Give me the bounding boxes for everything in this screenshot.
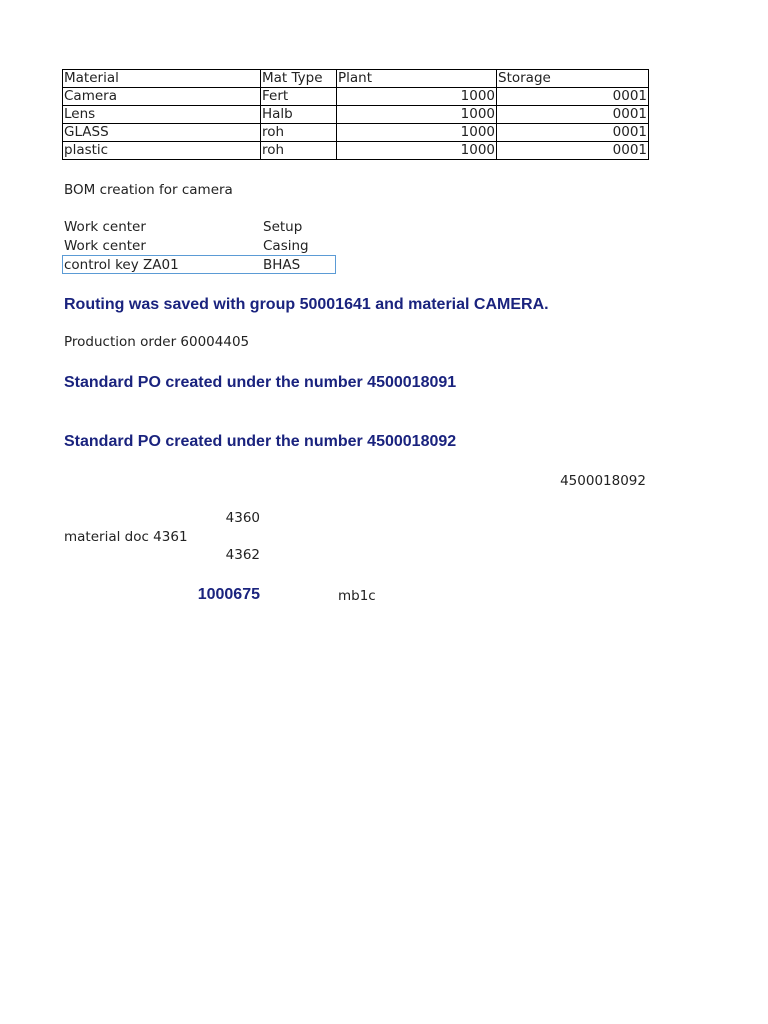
control-key-label: control key ZA01 — [64, 257, 179, 273]
table-row — [63, 88, 649, 106]
header-plant[interactable]: Plant — [337, 70, 497, 88]
cell-plant[interactable]: 1000 — [337, 106, 497, 124]
cell-plant[interactable]: 1000 — [337, 88, 497, 106]
work-center-value: Casing — [263, 238, 309, 254]
cell-material[interactable]: Lens — [63, 106, 261, 124]
table-row — [63, 106, 649, 124]
cell-plant[interactable]: 1000 — [337, 142, 497, 160]
material-doc-label: material doc 4361 — [64, 529, 188, 545]
cell-material[interactable]: Camera — [63, 88, 261, 106]
material-doc-above: 4360 — [225, 510, 260, 526]
routing-message: Routing was saved with group 50001641 and material CAMERA. — [64, 296, 549, 313]
po-message-1: Standard PO created under the number 4500018091 — [64, 374, 457, 391]
cell-storage[interactable]: 0001 — [497, 106, 649, 124]
material-doc-below: 4362 — [225, 547, 260, 563]
cell-material[interactable]: GLASS — [63, 124, 261, 142]
header-mat-type[interactable]: Mat Type — [261, 70, 337, 88]
production-order-text: Production order 60004405 — [64, 334, 250, 350]
po-number-cell: 4500018092 — [560, 473, 646, 489]
cell-mat-type[interactable]: Halb — [261, 106, 337, 124]
cell-mat-type[interactable]: Fert — [261, 88, 337, 106]
po-message-2: Standard PO created under the number 4500018092 — [64, 433, 457, 450]
work-center-label: Work center — [64, 238, 146, 254]
material-table — [62, 69, 649, 160]
cell-material[interactable]: plastic — [63, 142, 261, 160]
header-material[interactable]: Material — [63, 70, 261, 88]
work-center-value: Setup — [263, 219, 303, 235]
transaction-code: mb1c — [338, 588, 376, 604]
cell-storage[interactable]: 0001 — [497, 88, 649, 106]
table-row — [63, 124, 649, 142]
cell-storage[interactable]: 0001 — [497, 124, 649, 142]
cell-storage[interactable]: 0001 — [497, 142, 649, 160]
work-center-label: Work center — [64, 219, 146, 235]
header-storage[interactable]: Storage — [497, 70, 649, 88]
table-header-row — [63, 70, 649, 88]
bottom-number: 1000675 — [197, 586, 260, 603]
control-key-value: BHAS — [263, 257, 301, 273]
cell-mat-type[interactable]: roh — [261, 124, 337, 142]
cell-mat-type[interactable]: roh — [261, 142, 337, 160]
table-row — [63, 142, 649, 160]
bom-text: BOM creation for camera — [64, 182, 233, 198]
cell-plant[interactable]: 1000 — [337, 124, 497, 142]
